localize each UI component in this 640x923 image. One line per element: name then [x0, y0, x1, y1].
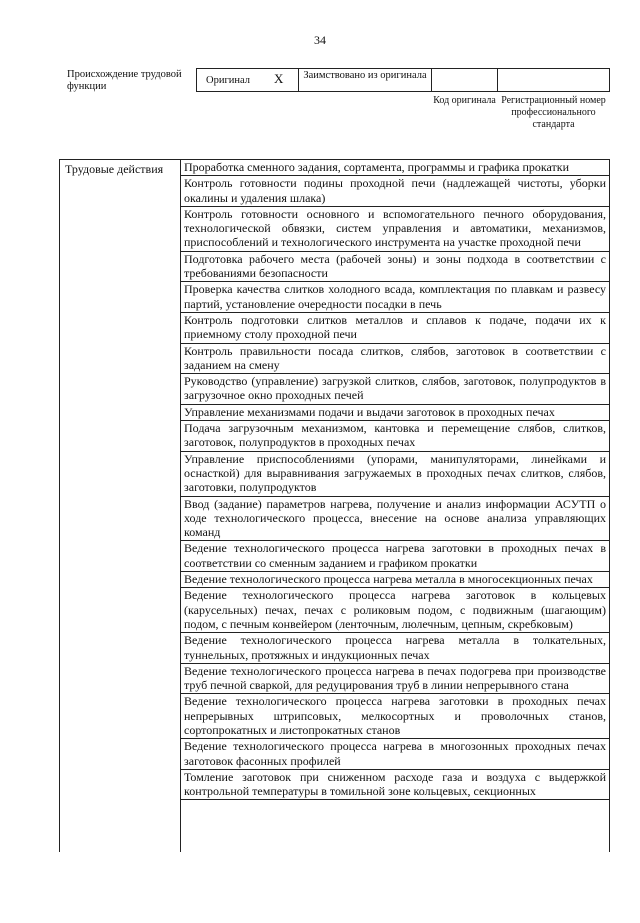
action-item: Ведение технологического процесса нагрева заготовки в проходных печах непрерывных штрипсовых, мелкосортных и проволочных станов, сортопрокатных и листопрокатных станов	[181, 694, 609, 739]
action-item: Управление приспособлениями (упорами, манипуляторами, линейками и оснасткой) для выравнивания загружаемых в проходных печах слитков, слябов, заготовки, полупродуктов	[181, 452, 609, 497]
code-label: Код оригинала	[433, 95, 496, 106]
table-row-label: Трудовые действия	[60, 160, 181, 852]
action-item: Ведение технологического процесса нагрева металла в многосекционных печах	[181, 572, 609, 588]
action-item: Ведение технологического процесса нагрева в печах подогрева при производстве труб печной сваркой, для редуцирования труб в линии непрерывного стана	[181, 664, 609, 695]
action-item: Ведение технологического процесса нагрева заготовок в кольцевых (карусельных) печах, печах с роликовым подом, с подвижным (шагающим) подом, с печным конвейером (ленточным, люлечным, цепным, скребковым)	[181, 588, 609, 633]
origin-label: Происхождение трудовой функции	[67, 69, 182, 92]
page-number: 34	[314, 33, 326, 47]
borrowed-cell	[298, 68, 432, 92]
action-item: Ведение технологического процесса нагрева в многозонных проходных печах заготовок фасонных профилей	[181, 739, 609, 770]
original-label: Оригинал	[206, 75, 250, 86]
original-cell	[196, 68, 299, 92]
action-item: Контроль готовности основного и вспомогательного печного оборудования, технологической обвязки, систем управления и автоматики, механизмов, приспособлений и технологического инструмента на участке проходной печи	[181, 207, 609, 252]
action-item: Ввод (задание) параметров нагрева, получение и анализ информации АСУТП о ходе технологического процесса, внесение на основе анализа управляющих команд	[181, 497, 609, 542]
code-cell	[431, 68, 498, 92]
reg-number-label: Регистрационный номер профессионального стандарта	[501, 95, 606, 130]
action-item: Управление механизмами подачи и выдачи заготовок в проходных печах	[181, 405, 609, 421]
action-item: Руководство (управление) загрузкой слитков, слябов, заготовок, полупродуктов в загрузочное окно проходных печей	[181, 374, 609, 405]
original-mark: X	[274, 71, 284, 86]
action-item: Проверка качества слитков холодного всада, комплектация по плавкам и развесу партий, установление очередности посадки в печь	[181, 282, 609, 313]
action-item: Подача загрузочным механизмом, кантовка и перемещение слябов, слитков, заготовок, полупродуктов в проходных печах	[181, 421, 609, 452]
action-item: Контроль правильности посада слитков, слябов, заготовок в соответствии с заданием на смену	[181, 344, 609, 375]
borrowed-label: Заимствовано из оригинала	[303, 70, 427, 81]
action-item: Проработка сменного задания, сортамента, программы и графика прокатки	[181, 160, 609, 176]
action-item: Контроль готовности подины проходной печи (надлежащей чистоты, уборки окалины и удаления шлака)	[181, 176, 609, 207]
action-item: Ведение технологического процесса нагрева заготовки в проходных печах в соответствии со сменным заданием и графиком прокатки	[181, 541, 609, 572]
labor-actions-table	[59, 159, 610, 852]
action-item: Томление заготовок при сниженном расходе газа и воздуха с выдержкой контрольной температуры в томильной зоне кольцевых, секционных	[181, 770, 609, 801]
reg-number-cell	[497, 68, 610, 92]
action-item: Подготовка рабочего места (рабочей зоны) и зоны подхода в соответствии с требованиями безопасности	[181, 252, 609, 283]
action-item: Контроль подготовки слитков металлов и сплавов к подаче, подачи их к приемному столу проходной печи	[181, 313, 609, 344]
actions-list	[181, 160, 609, 800]
action-item: Ведение технологического процесса нагрева металла в толкательных, туннельных, протяжных и индукционных печах	[181, 633, 609, 664]
